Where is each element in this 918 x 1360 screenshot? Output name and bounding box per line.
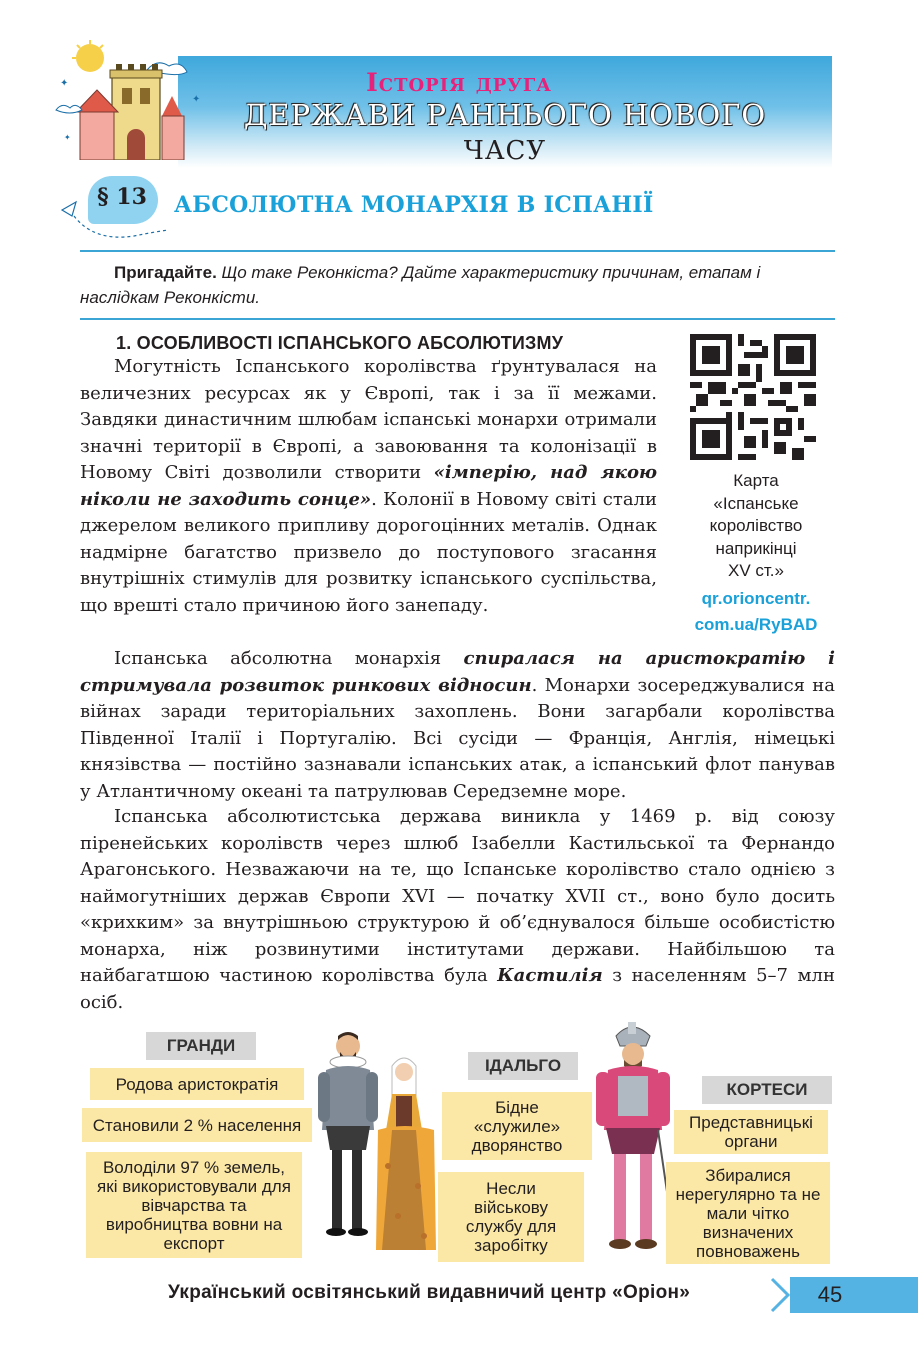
cortes-item: Збиралися нерегулярно та не мали чітко визначених повноважень: [666, 1162, 830, 1264]
paragraph-number: § 13: [97, 184, 147, 210]
para2-emphasis: спиралася на аристократію і стримувала розвиток ринкових відносин: [80, 648, 836, 696]
grandees-tag: ГРАНДИ: [146, 1032, 256, 1060]
svg-text:✦: ✦: [64, 133, 71, 142]
hidalgo-tag: ІДАЛЬГО: [468, 1052, 578, 1080]
para2-text-end: . Монархи зосереджувалися на війнах заради територіальних захоплень. Вони загарбали королівства Південної Італії і Португалію. Всі сусіди — Франція, Англія, німецькі князівства — постійно зазнавали іспанських атак, а іспанський флот панував у Атлантичному океані та патрулював Середземне море.: [80, 674, 835, 802]
paragraph-title: АБСОЛЮТНА МОНАРХІЯ В ІСПАНІЇ: [174, 192, 654, 218]
section-title: Історія друга: [366, 68, 552, 97]
para3-emphasis: Кастилія: [497, 965, 603, 986]
remember-box: [80, 260, 835, 310]
qr-caption-line: XV ст.»: [728, 561, 784, 580]
qr-caption-line: Карта: [733, 471, 779, 490]
divider-bottom: [80, 318, 835, 320]
qr-caption: [676, 470, 836, 583]
subsection-heading: 1. ОСОБЛИВОСТІ ІСПАНСЬКОГО АБСОЛЮТИЗМУ: [116, 333, 564, 353]
body-paragraph-2: [80, 646, 835, 805]
grandees-item: Володіли 97 % земель, які використовували для вівчарства та виробництва вовни на експорт: [86, 1152, 302, 1258]
svg-text:✦: ✦: [60, 78, 69, 89]
footer-publisher: Український освітянський видавничий центр «Оріон»: [168, 1282, 691, 1303]
divider-top: [80, 250, 835, 252]
para3-text-end: з населенням 5–7 млн осіб.: [80, 965, 835, 1013]
remember-label: Пригадайте.: [114, 263, 217, 282]
nobles-illustration: [308, 1026, 436, 1270]
cortes-tag: КОРТЕСИ: [702, 1076, 832, 1104]
grandees-item: Родова аристократія: [90, 1068, 304, 1100]
qr-link[interactable]: [676, 586, 836, 638]
body-paragraph-3: [80, 804, 835, 1016]
qr-caption-line: «Іспанське: [713, 493, 799, 513]
para3-text: Іспанська абсолютистська держава виникла у 1469 р. від союзу піренейських королівств через шлюб Ізабелли Кастильської та Фернандо Арагонського. Незважаючи на те, що Іспанське королівство стало однією з наймогутніших держав Європи XVI — початку XVII ст., воно було досить «крихким» за внутрішньою структурою й об’єднувалося більше особистістю монарха, ніж розвинутими інститутами держави. Найбільшою та найбагатшою частиною королівства була: [80, 806, 835, 986]
svg-text:✦: ✦: [192, 94, 201, 105]
grandees-item: Становили 2 % населення: [82, 1108, 312, 1142]
section-subtitle-line1: ДЕРЖАВИ РАННЬОГО НОВОГО: [243, 98, 767, 132]
hidalgo-item: Бідне «служиле» дворянство: [442, 1092, 592, 1160]
para1-emphasis: «імперію, над якою ніколи не заходить сонце»: [80, 462, 657, 510]
qr-link-line[interactable]: com.ua/RyBAD: [694, 615, 818, 634]
body-paragraph-1: [80, 354, 657, 619]
para1-text: Могутність Іспанського королівства ґрунтувалася на величезних ресурсах як у Європі, так і за її межами. Завдяки династичним шлюбам іспанські монархи отримали значні території в Європі, а завоювання та колонізації в Новому Світі дозволили створити: [80, 356, 657, 483]
para2-text: Іспанська абсолютна монархія: [114, 648, 464, 669]
remember-text: Що таке Реконкіста? Дайте характеристику причинам, етапам і наслідкам Реконкісти.: [80, 263, 761, 307]
para1-text-end: . Колонії в Новому світі стали джерелом великого припливу дорогоцінних металів. Однак надмірне багатство призвело до поступового згасання внутрішніх стимулів для розвитку іспанського суспільства, що врешті стало причиною його занепаду.: [80, 488, 657, 616]
hidalgo-illustration: [588, 1020, 678, 1270]
cortes-item: Представницькі органи: [674, 1110, 828, 1154]
qr-link-line[interactable]: qr.orioncentr.: [701, 589, 811, 608]
hidalgo-item: Несли військову службу для заробітку: [438, 1172, 584, 1262]
page-number: 45: [817, 1282, 843, 1307]
section-subtitle-line2: ЧАСУ: [463, 136, 547, 166]
qr-caption-line: наприкінці: [715, 538, 797, 558]
qr-code[interactable]: [690, 334, 816, 460]
qr-caption-line: королівство: [709, 516, 803, 535]
